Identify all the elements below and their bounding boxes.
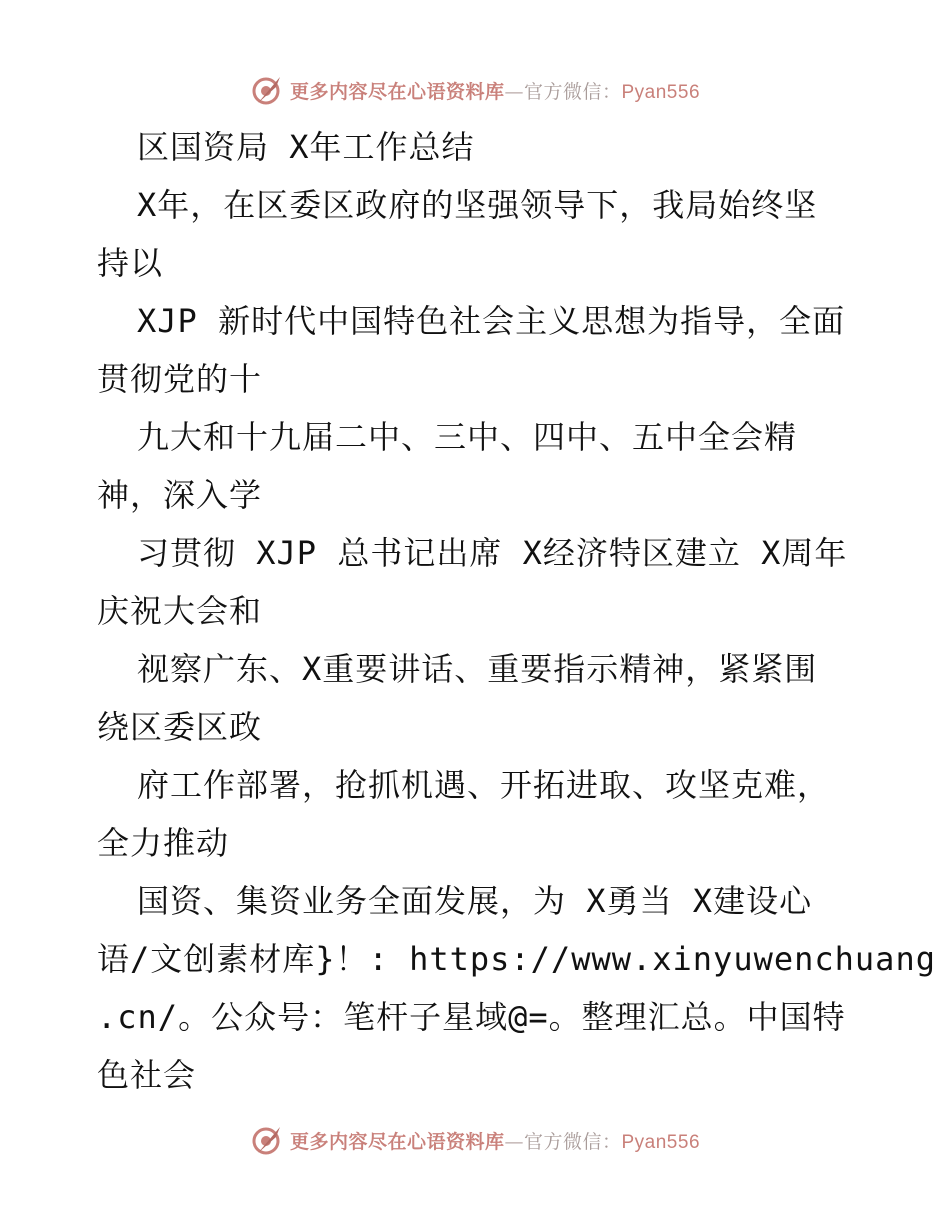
body-text-line: 持以	[97, 244, 164, 282]
body-text-line: 语/文创素材库}！: https://www.xinyuwenchuang	[97, 940, 936, 978]
body-text-line: 九大和十九届二中、三中、四中、五中全会精	[137, 418, 798, 456]
document-body	[97, 118, 936, 1104]
body-text-line: 神，深入学	[97, 476, 263, 514]
banner-wechat-label: 官方微信：	[523, 80, 622, 103]
body-text-line: 绕区委区政	[97, 708, 263, 746]
body-text-line: 习贯彻 XJP 总书记出席 X经济特区建立 X周年	[137, 534, 848, 572]
body-text-line: 府工作部署，抢抓机遇、开拓进取、攻坚克难，	[137, 766, 831, 804]
body-text-line: 区国资局 X年工作总结	[137, 128, 475, 166]
body-text-line: 视察广东、X重要讲话、重要指示精神，紧紧围	[137, 650, 818, 688]
body-text-line: 贯彻党的十	[97, 360, 263, 398]
quill-logo-icon	[250, 73, 284, 107]
banner-wechat-label: 官方微信：	[523, 1130, 622, 1153]
body-text-line: 全力推动	[97, 824, 230, 862]
footer-watermark-banner	[0, 1120, 950, 1160]
banner-text	[290, 1127, 700, 1154]
header-watermark-banner	[0, 70, 950, 110]
body-text-line: X年，在区委区政府的坚强领导下，我局始终坚	[137, 186, 818, 224]
quill-logo-icon	[250, 1123, 284, 1157]
banner-main-text: 更多内容尽在心语资料库	[289, 1130, 505, 1153]
banner-separator: —	[504, 1130, 524, 1153]
body-text-line: .cn/。公众号：笔杆子星域@=。整理汇总。中国特	[97, 998, 846, 1036]
banner-account: Pyan556	[621, 1131, 701, 1153]
banner-separator: —	[504, 80, 524, 103]
banner-text	[290, 77, 700, 104]
body-text-line: XJP 新时代中国特色社会主义思想为指导，全面	[137, 302, 846, 340]
body-text-line: 色社会	[97, 1056, 197, 1094]
banner-main-text: 更多内容尽在心语资料库	[289, 80, 505, 103]
body-text-line: 庆祝大会和	[97, 592, 263, 630]
banner-account: Pyan556	[621, 81, 701, 103]
body-text-line: 国资、集资业务全面发展，为 X勇当 X建设心	[137, 882, 813, 920]
